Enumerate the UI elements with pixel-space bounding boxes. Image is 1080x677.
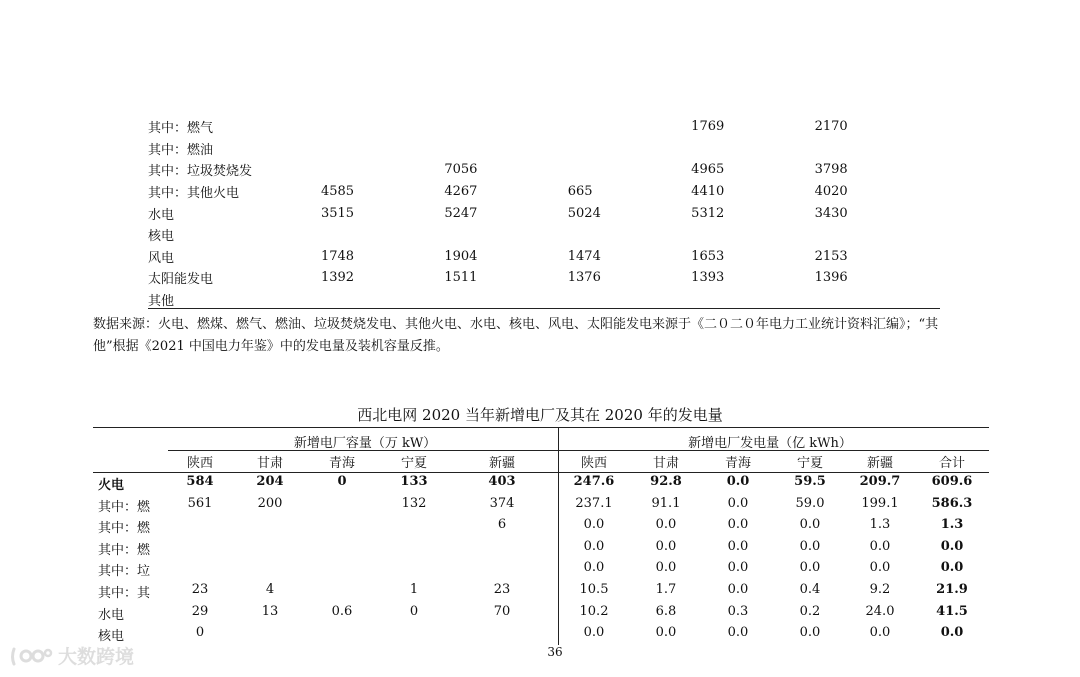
generation-cell: 0.0	[799, 517, 821, 533]
table-cell	[815, 138, 938, 160]
capacity-cell: 0.6	[331, 603, 353, 619]
table-cell: 2170	[814, 119, 848, 135]
generation-cell: 91.1	[651, 495, 681, 511]
capacity-cell: 132	[401, 495, 427, 511]
generation-cell: 0.0	[583, 625, 605, 641]
row-label: 其中：燃	[98, 521, 151, 537]
row-label: 核电	[98, 629, 125, 645]
table-cell: 1392	[320, 270, 355, 286]
capacity-cell: 70	[493, 603, 511, 619]
generation-cell: 0.0	[869, 538, 891, 554]
table-cell	[815, 224, 938, 246]
generation-cell: 0.0	[727, 495, 749, 511]
table-cell: 1474	[567, 248, 601, 264]
capacity-cell: 403	[488, 474, 516, 489]
generation-cell: 0.0	[727, 517, 749, 533]
row-label: 火电	[98, 478, 125, 493]
total-cell: 0.0	[940, 538, 964, 554]
column-header: 青海	[328, 456, 355, 471]
table-cell: 1769	[691, 119, 725, 135]
group-header-rule	[168, 450, 989, 451]
table-cell: 3515	[320, 205, 355, 221]
total-cell: 41.5	[936, 603, 968, 619]
generation-cell: 10.2	[579, 603, 609, 619]
table-cell	[321, 138, 444, 160]
capacity-cell: 0	[337, 474, 347, 489]
table-cell	[444, 138, 567, 160]
generation-cell: 209.7	[859, 474, 901, 489]
row-label: 水电	[98, 607, 125, 623]
table-top-rule	[93, 427, 989, 428]
table-cell: 1396	[814, 270, 848, 286]
table-row	[148, 246, 938, 268]
table-cell: 7056	[444, 162, 478, 178]
table-cell: 3430	[814, 205, 848, 221]
page-number: 36	[547, 645, 563, 659]
capacity-cell: 0	[409, 603, 419, 619]
column-header: 陕西	[580, 456, 607, 471]
generation-cell: 0.0	[869, 560, 891, 576]
row-label: 其中：燃油	[148, 142, 214, 158]
table-cell	[691, 138, 814, 160]
table-cell: 1511	[444, 270, 478, 286]
column-header-rule	[93, 472, 989, 473]
row-label: 其他	[148, 294, 175, 310]
generation-cell: 0.0	[655, 625, 677, 641]
table-cell: 1748	[320, 248, 355, 264]
top-table-bottom-rule	[148, 308, 940, 309]
table-cell: 1904	[444, 248, 478, 264]
row-label: 其中：燃气	[148, 121, 214, 137]
generation-cell: 6.8	[655, 603, 677, 619]
capacity-cell: 6	[497, 517, 507, 533]
table-cell	[444, 116, 567, 138]
capacity-cell: 374	[489, 495, 515, 511]
capacity-cell: 1	[409, 582, 419, 597]
column-header: 甘肃	[652, 456, 679, 471]
table-cell: 4410	[691, 184, 725, 200]
capacity-cell: 133	[400, 474, 428, 489]
table-cell: 4585	[320, 184, 355, 200]
capacity-cell: 23	[493, 582, 511, 597]
table-row	[148, 138, 938, 160]
generation-cell: 0.0	[655, 560, 677, 576]
generation-cell: 0.0	[799, 560, 821, 576]
watermark-text: 大数跨境	[58, 646, 135, 668]
row-label: 其中：燃	[98, 499, 151, 515]
table-cell: 5024	[567, 205, 601, 221]
row-label: 水电	[148, 207, 175, 223]
row-label: 其中：其他火电	[148, 186, 240, 202]
table-cell	[321, 224, 444, 246]
capacity-cell: 4	[265, 582, 275, 597]
table-cell	[568, 224, 691, 246]
table-cell	[321, 159, 444, 181]
table-cell: 1393	[691, 270, 725, 286]
total-cell: 586.3	[931, 495, 973, 511]
table-cell: 3798	[814, 162, 848, 178]
generation-cell: 10.5	[579, 582, 609, 597]
table-cell: 665	[567, 184, 593, 200]
generation-cell: 0.0	[727, 582, 749, 597]
generation-cell: 0.0	[583, 517, 605, 533]
generation-cell: 0.0	[727, 625, 749, 641]
total-cell: 0.0	[940, 560, 964, 576]
group-header-capacity: 新增电厂容量（万 kW）	[293, 436, 437, 451]
generation-cell: 0.0	[583, 560, 605, 576]
generation-cell: 0.3	[727, 603, 749, 619]
source-note-line-1: 数据来源：火电、燃煤、燃气、燃油、垃圾焚烧发电、其他火电、水电、核电、风电、太阳能发电来源于《二０二０年电力工业统计资料汇编》；“其	[93, 317, 939, 332]
capacity-cell: 13	[261, 603, 279, 619]
generation-cell: 0.2	[799, 603, 821, 619]
capacity-cell: 0	[195, 625, 205, 641]
table-row	[148, 181, 938, 203]
table-cell: 4020	[814, 184, 848, 200]
generation-cell: 92.8	[650, 474, 682, 489]
brand-logo-icon	[8, 643, 54, 669]
table-row	[148, 202, 938, 224]
generation-cell: 0.0	[727, 538, 749, 554]
table-cell: 4267	[444, 184, 478, 200]
table-cell: 5312	[691, 205, 725, 221]
generation-cell: 237.1	[575, 495, 613, 511]
table-cell	[568, 159, 691, 181]
generation-cell: 0.0	[799, 538, 821, 554]
generation-cell: 0.4	[799, 582, 821, 597]
row-label: 核电	[148, 229, 175, 245]
table-cell: 1653	[691, 248, 725, 264]
generation-cell: 1.3	[869, 517, 891, 533]
column-header: 甘肃	[256, 456, 283, 471]
table-row	[148, 116, 938, 138]
table-cell	[444, 224, 567, 246]
generation-cell: 0.0	[655, 538, 677, 554]
table-cell	[568, 116, 691, 138]
table-cell	[321, 116, 444, 138]
capacity-cell: 23	[191, 582, 209, 597]
column-header: 新疆	[866, 456, 893, 471]
table-title: 西北电网 2020 当年新增电厂及其在 2020 年的发电量	[357, 406, 723, 424]
table-row	[148, 224, 938, 246]
watermark	[8, 642, 134, 669]
column-header: 新疆	[488, 456, 515, 471]
generation-cell: 0.0	[583, 538, 605, 554]
row-label: 其中：垃圾焚烧发	[148, 164, 253, 180]
row-label: 太阳能发电	[148, 272, 214, 288]
column-header: 陕西	[186, 456, 213, 471]
generation-cell: 9.2	[869, 582, 891, 597]
generation-cell: 247.6	[573, 474, 615, 489]
capacity-cell: 584	[186, 474, 214, 489]
row-label: 其中：燃	[98, 542, 151, 558]
capacity-cell: 561	[187, 495, 213, 511]
capacity-cell: 200	[257, 495, 283, 511]
capacity-cell: 204	[256, 474, 284, 489]
generation-cell: 24.0	[865, 603, 895, 619]
table-cell: 1376	[567, 270, 601, 286]
column-header: 宁夏	[400, 456, 427, 471]
generation-cell: 0.0	[869, 625, 891, 641]
total-cell: 0.0	[940, 625, 964, 641]
row-label: 其中：其	[98, 586, 151, 601]
generation-cell: 0.0	[799, 625, 821, 641]
generation-cell: 59.0	[795, 495, 825, 511]
table-cell	[568, 138, 691, 160]
capacity-cell: 29	[191, 603, 209, 619]
table-cell: 5247	[444, 205, 478, 221]
row-label: 风电	[148, 250, 175, 266]
table-row	[148, 267, 938, 289]
table-cell: 2153	[814, 248, 848, 264]
source-note	[93, 314, 993, 358]
column-header: 宁夏	[796, 456, 823, 471]
generation-cell: 0.0	[655, 517, 677, 533]
column-header: 青海	[724, 456, 751, 471]
top-data-table	[148, 116, 938, 310]
total-cell: 1.3	[940, 517, 964, 533]
generation-cell: 0.0	[727, 560, 749, 576]
row-label: 其中：垃	[98, 564, 151, 580]
group-header-generation: 新增电厂发电量（亿 kWh）	[688, 436, 852, 451]
total-cell: 609.6	[931, 474, 973, 489]
column-header: 合计	[938, 456, 965, 471]
table-cell	[691, 224, 814, 246]
table-cell: 4965	[691, 162, 725, 178]
source-note-line-2: 他”根据《2021 中国电力年鉴》中的发电量及装机容量反推。	[93, 339, 449, 354]
table-row	[148, 159, 938, 181]
generation-cell: 59.5	[794, 474, 826, 489]
generation-cell: 0.0	[726, 474, 750, 489]
generation-cell: 199.1	[861, 495, 899, 511]
total-cell: 21.9	[936, 582, 968, 597]
generation-cell: 1.7	[655, 582, 677, 597]
